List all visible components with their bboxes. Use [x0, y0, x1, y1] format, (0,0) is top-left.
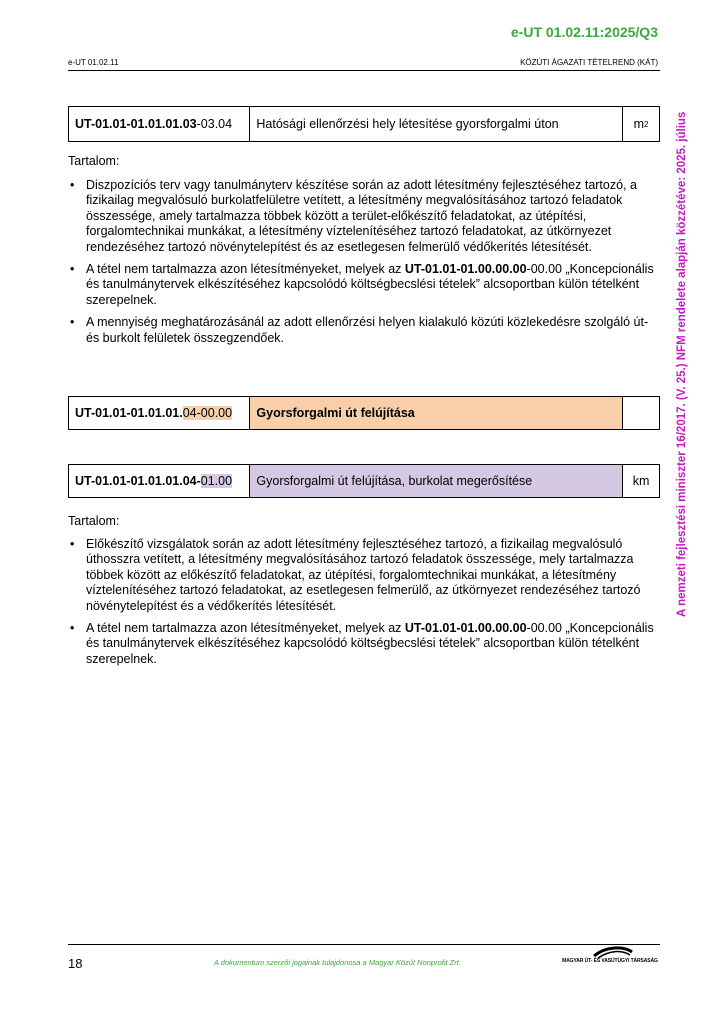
item-description: Gyorsforgalmi út felújítása [250, 397, 623, 429]
content-list [68, 178, 660, 353]
list-item-code: UT-01.01-01.00.00.00 [404, 262, 527, 277]
item-code [69, 107, 250, 141]
unit-base: m [633, 117, 645, 131]
footer-divider [68, 944, 660, 945]
header-left: e-UT 01.02.11 [68, 58, 119, 67]
list-item: • Előkészítő vizsgálatok során az adott létesítmény fejlesztéséhez tartozó, a fizikailag megvalósuló úthosszra vetített, a létesítmény megvalósításához tartozó feladatok összessége, mely tartalmazza többek között az előkészítő feladatokat, az útépítési, forgalomtechnikai munkákat, a létesítmény víztelenítéséhez tartozó feladatokat, az esetlegesen felmerülő, az útkörnyezet rendezéséhez tartozó növénytelepítést és a védőkerítés létesítését. [68, 537, 660, 614]
header-right: KÖZÚTI ÁGAZATI TÉTELREND (KÁT) [520, 58, 658, 67]
item-unit [623, 397, 659, 429]
copyright-notice: A dokumentum szerzői jogainak tulajdonosa a Magyar Közút Nonprofit Zrt. [214, 958, 461, 967]
item-row-04-00 [68, 396, 660, 430]
item-unit: km [632, 474, 650, 488]
logo-text: MAGYAR ÚT- ÉS VASÚTÜGYI TÁRSASÁG [562, 958, 658, 964]
list-item-text: -00.00 „Koncepcionális és tanulmánytervek elkészítéséhez kapcsolódó költségbecslési tételek” alcsoportban külön tételként szerepelnek. [86, 621, 654, 666]
page-number: 18 [68, 956, 83, 971]
list-item-text: A tétel nem tartalmazza azon létesítményeket, melyek az [86, 621, 405, 636]
list-item-text: A tétel nem tartalmazza azon létesítményeket, melyek az [86, 262, 405, 277]
header-divider [68, 70, 660, 71]
item-unit [623, 107, 659, 141]
list-item: • A mennyiség meghatározásánál az adott ellenőrzési helyen kialakuló közúti közlekedésre szolgáló út- és burkolt felületek összegzendőek. [68, 315, 660, 346]
item-code-tail: -03.04 [196, 117, 233, 131]
item-row-03-04 [68, 106, 660, 142]
content-list [68, 537, 660, 674]
item-description: Hatósági ellenőrzési hely létesítése gyorsforgalmi úton [250, 107, 623, 141]
item-row-04-01 [68, 464, 660, 498]
content-label: Tartalom: [68, 154, 120, 168]
item-code-main: UT-01.01-01.01.01.03 [75, 117, 197, 131]
item-code-highlight: 04-00.00 [182, 406, 233, 420]
list-item [68, 621, 660, 667]
item-code [69, 465, 250, 497]
list-item-text: -00.00 „Koncepcionális és tanulmánytervek elkészítéséhez kapcsolódó költségbecslési tételek” alcsoportban külön tételként szerepelnek. [86, 262, 654, 307]
item-code-highlight: 01.00 [200, 474, 233, 488]
content-label: Tartalom: [68, 514, 120, 528]
side-publication-note: A nemzeti fejlesztési miniszter 16/2017. (V. 25.) NFM rendelete alapján közzétéve: 2025. július [676, 111, 688, 617]
item-code [69, 397, 250, 429]
list-item [68, 262, 660, 308]
item-code-main: UT-01.01-01.01.01. [75, 406, 183, 420]
document-code: e-UT 01.02.11:2025/Q3 [510, 24, 658, 40]
item-code-main: UT-01.01-01.01.01.04- [75, 474, 201, 488]
list-item: • Diszpozíciós terv vagy tanulmányterv készítése során az adott létesítmény fejlesztéséhez tartozó, a fizikailag megvalósuló burkolatfelületre vetített, a létesítmény megvalósításához tartozó feladatok összessége, amely tartalmazza többek között a terület-előkészítő feladatokat, az útépítési, forgalomtechnikai munkákat, a létesítmény víztelenítéséhez tartozó feladatokat, az útkörnyezet rendezéséhez tartozó növénytelepítést és az esetlegesen felmerülő védőkerítés létesítését. [68, 178, 660, 255]
unit-superscript: 2 [644, 119, 649, 129]
list-item-code: UT-01.01-01.00.00.00 [404, 621, 527, 636]
item-description: Gyorsforgalmi út felújítása, burkolat megerősítése [250, 465, 623, 497]
